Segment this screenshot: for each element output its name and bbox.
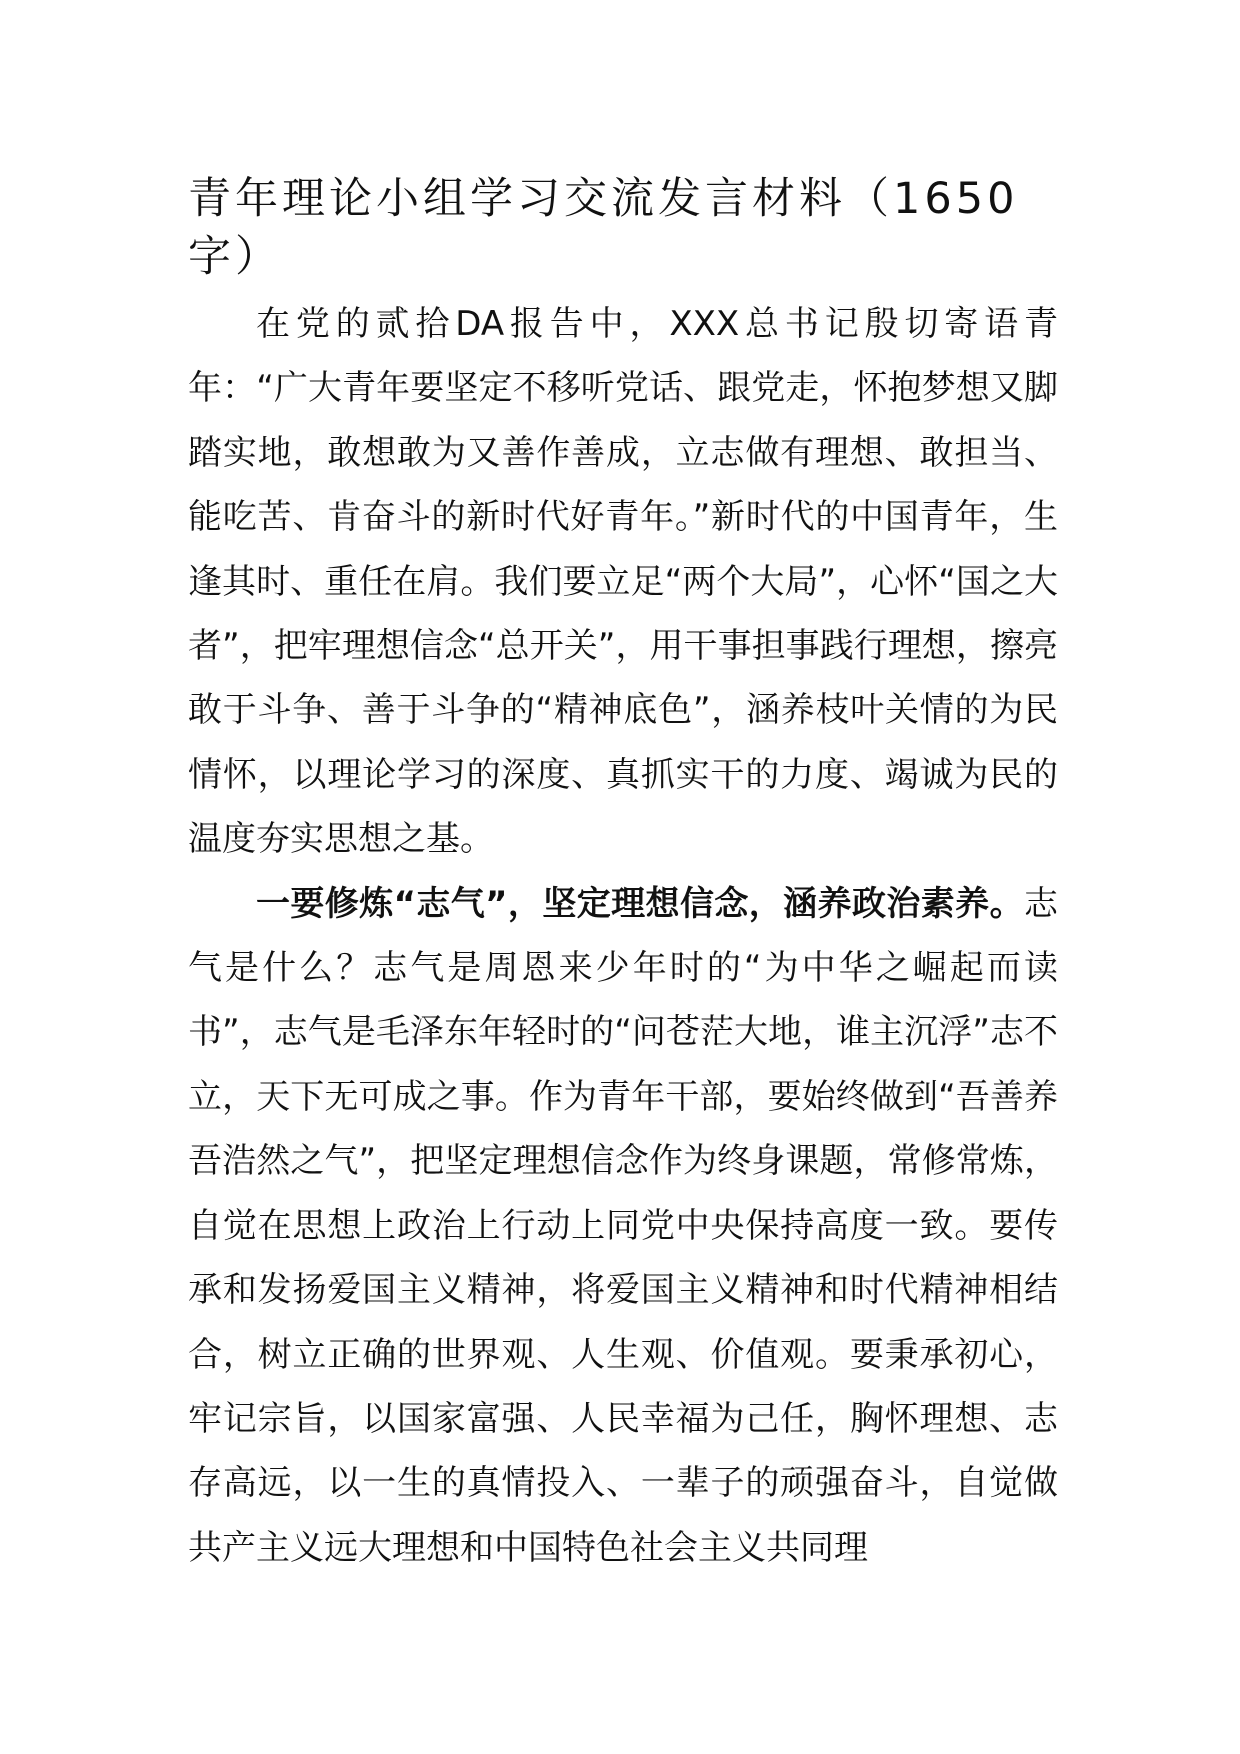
paragraph-intro-text: 在党的贰拾DA报告中，XXX总书记殷切寄语青年：“广大青年要坚定不移听党话、跟党走，怀抱梦想又脚踏实地，敢想敢为又善作善成，立志做有理想、敢担当、能吃苦、肯奋斗的新时代好青年。”新时代的中国青年，生逢其时、重任在肩。我们要立足“两个大局”，心怀“国之大者”，把牢理想信念“总开关”，用干事担事践行理想，擦亮敢于斗争、善于斗争的“精神底色”，涵养枝叶关情的为民情怀，以理论学习的深度、真抓实干的力度、竭诚为民的温度夯实思想之基。 xyxy=(188,304,1058,860)
document-page xyxy=(188,170,1058,1580)
paragraph-point-one-text: 志气是什么？志气是周恩来少年时的“为中华之崛起而读书”，志气是毛泽东年轻时的“问苍茫大地，谁主沉浮”志不立，天下无可成之事。作为青年干部，要始终做到“吾善养吾浩然之气”，把坚定理想信念作为终身课题，常修常炼，自觉在思想上政治上行动上同党中央保持高度一致。要传承和发扬爱国主义精神，将爱国主义精神和时代精神相结合，树立正确的世界观、人生观、价值观。要秉承初心，牢记宗旨，以国家富强、人民幸福为己任，胸怀理想、志存高远，以一生的真情投入、一辈子的顽强奋斗，自觉做共产主义远大理想和中国特色社会主义共同理 xyxy=(188,883,1058,1568)
paragraph-point-one xyxy=(188,872,1058,1580)
paragraph-point-one-lead: 一要修炼“志气”，坚定理想信念，涵养政治素养。 xyxy=(256,883,1024,924)
document-title: 青年理论小组学习交流发言材料（1650字） xyxy=(188,174,1019,282)
paragraph-intro xyxy=(188,292,1058,872)
